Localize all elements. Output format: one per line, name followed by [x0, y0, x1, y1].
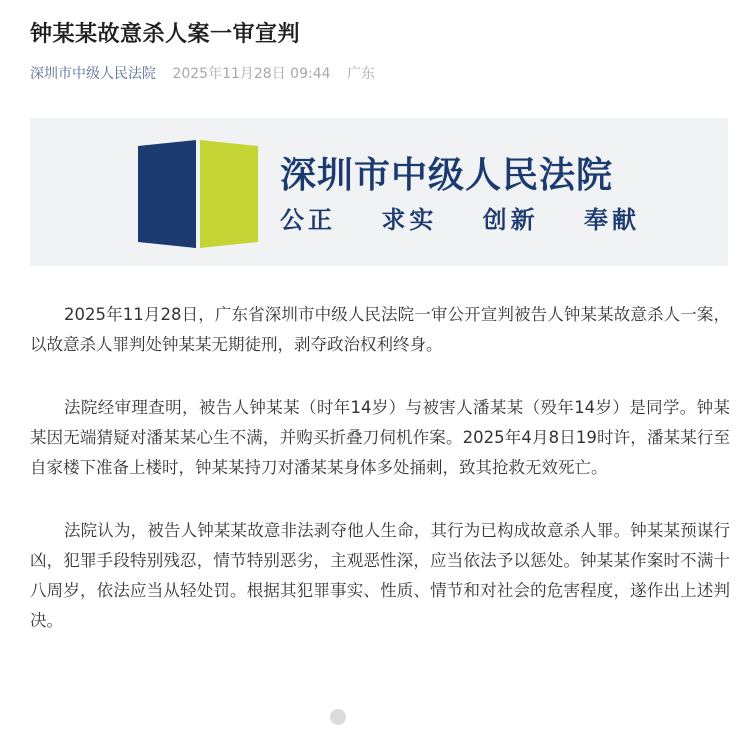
- motto-word: 创新: [482, 206, 539, 234]
- motto-word: 求实: [381, 206, 438, 234]
- source-account-link[interactable]: 深圳市中级人民法院: [30, 66, 156, 82]
- publish-time: 2025年11月28日 09:44: [172, 66, 331, 82]
- motto-word: 公正: [280, 206, 336, 234]
- motto-word: 奉献: [583, 206, 640, 234]
- emblem-center-gap: [196, 140, 200, 248]
- platform-watermark: [330, 706, 430, 728]
- court-emblem-icon: [138, 138, 258, 250]
- article-title: 钟某某故意杀人案一审宣判: [30, 22, 301, 47]
- article-meta: [30, 64, 375, 84]
- body-paragraph: 法院认为，被告人钟某某故意非法剥夺他人生命，其行为已构成故意杀人罪。钟某某预谋行凶，犯罪手段特别残忍，情节特别恶劣，主观恶性深，应当依法予以惩处。钟某某作案时不满十八周岁，依法应当从轻处罚。根据其犯罪事实、性质、情节和对社会的危害程度，遂作出上述判决。: [30, 521, 730, 630]
- court-banner-image: [30, 118, 728, 266]
- emblem-inner-left: [172, 164, 196, 248]
- publish-region: 广东: [346, 66, 375, 82]
- emblem-right-panel: [200, 140, 258, 248]
- article-body: [30, 300, 730, 669]
- banner-court-name: 深圳市中级人民法院: [280, 155, 614, 196]
- body-paragraph: 法院经审理查明，被告人钟某某（时年14岁）与被害人潘某某（殁年14岁）是同学。钟某某因无端猜疑对潘某某心生不满，并购买折叠刀伺机作案。2025年4月8日19时许，潘某某行至自家楼下准备上楼时，钟某某持刀对潘某某身体多处捅刺，致其抢救无效死亡。: [30, 398, 730, 477]
- watermark-logo-icon: [330, 709, 346, 725]
- banner-motto: [280, 204, 640, 236]
- body-paragraph: 2025年11月28日，广东省深圳市中级人民法院一审公开宣判被告人钟某某故意杀人一案，以故意杀人罪判处钟某某无期徒刑，剥夺政治权利终身。: [30, 305, 730, 354]
